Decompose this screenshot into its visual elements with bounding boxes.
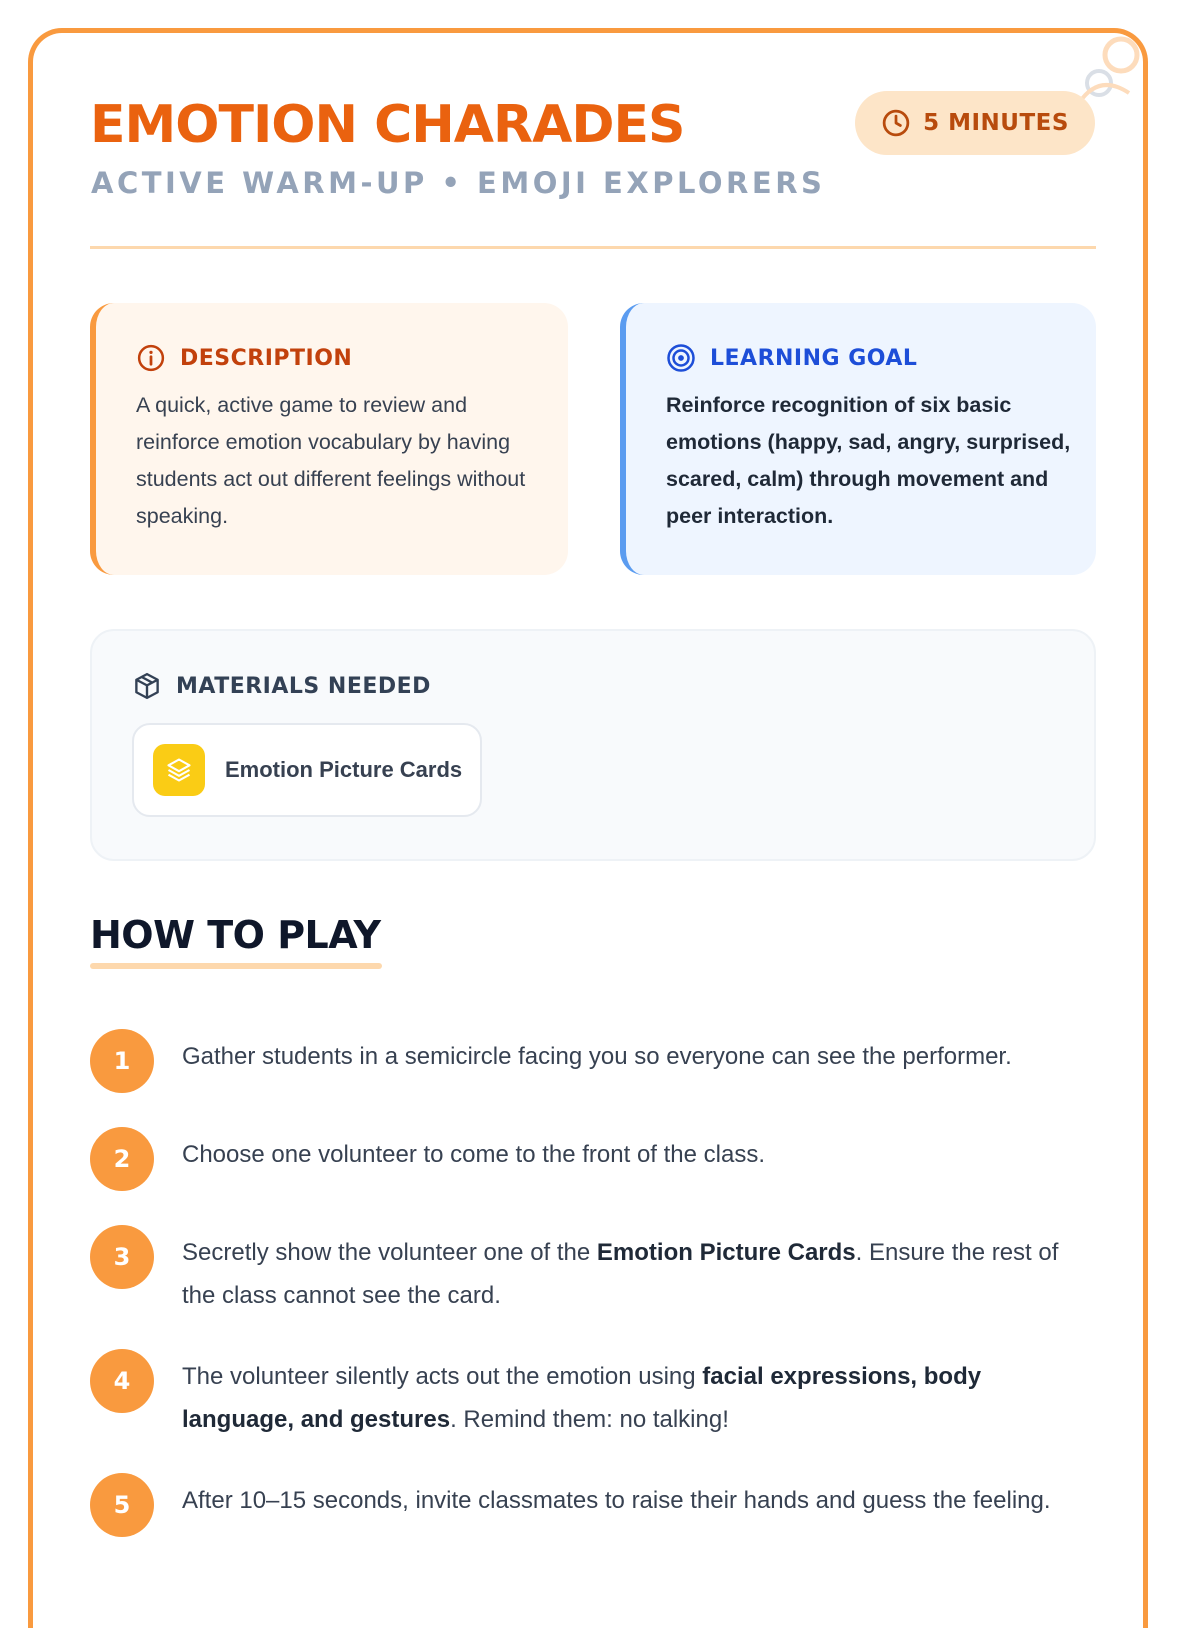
materials-heading (132, 671, 431, 701)
learning-goal-panel (620, 303, 1096, 575)
step-number-badge: 2 (90, 1127, 154, 1191)
materials-label: MATERIALS NEEDED (176, 673, 431, 699)
step-text: After 10–15 seconds, invite classmates to raise their hands and guess the feeling. (182, 1487, 1051, 1514)
heading-underline (90, 963, 382, 969)
learning-goal-heading (666, 343, 917, 373)
description-heading (136, 343, 352, 373)
layers-icon (153, 744, 205, 796)
description-label: DESCRIPTION (180, 345, 353, 371)
learning-goal-text: Reinforce recognition of six basic emotions (happy, sad, angry, surprised, scared, calm) through movement and peer interaction. (666, 393, 1071, 528)
target-icon (666, 343, 696, 373)
header-divider (90, 246, 1096, 249)
info-circle-icon (136, 343, 166, 373)
package-icon (132, 671, 162, 701)
material-item (132, 723, 482, 817)
step-number-badge: 1 (90, 1029, 154, 1093)
duration-badge (855, 91, 1095, 155)
step-number-badge: 3 (90, 1225, 154, 1289)
material-item-label: Emotion Picture Cards (225, 757, 463, 782)
step-number-badge: 5 (90, 1473, 154, 1537)
step-number-badge: 4 (90, 1349, 154, 1413)
emphasis-text: Emotion Picture Cards (596, 1239, 856, 1266)
materials-panel (90, 629, 1096, 861)
description-text: A quick, active game to review and reinforce emotion vocabulary by having students act out different feelings without speaking. (136, 393, 526, 528)
step-text: Gather students in a semicircle facing you so everyone can see the performer. (182, 1043, 1012, 1070)
how-to-play-heading: HOW TO PLAY (90, 913, 381, 957)
duration-text: 5 MINUTES (923, 110, 1069, 136)
emphasis-text: facial expressions, body language, and gestures (182, 1363, 982, 1433)
page-title: EMOTION CHARADES (90, 95, 685, 155)
step-text: The volunteer silently acts out the emotion using facial expressions, body language, and gestures. Remind them: no talking! (182, 1363, 982, 1433)
page-subtitle: ACTIVE WARM-UP • EMOJI EXPLORERS (91, 166, 826, 200)
learning-goal-label: LEARNING GOAL (710, 345, 918, 371)
description-panel (90, 303, 568, 575)
step-text: Secretly show the volunteer one of the Emotion Picture Cards. Ensure the rest of the class cannot see the card. (182, 1239, 1059, 1309)
activity-card (28, 28, 1148, 1628)
clock-icon (881, 108, 911, 138)
step-text: Choose one volunteer to come to the front of the class. (182, 1141, 766, 1168)
